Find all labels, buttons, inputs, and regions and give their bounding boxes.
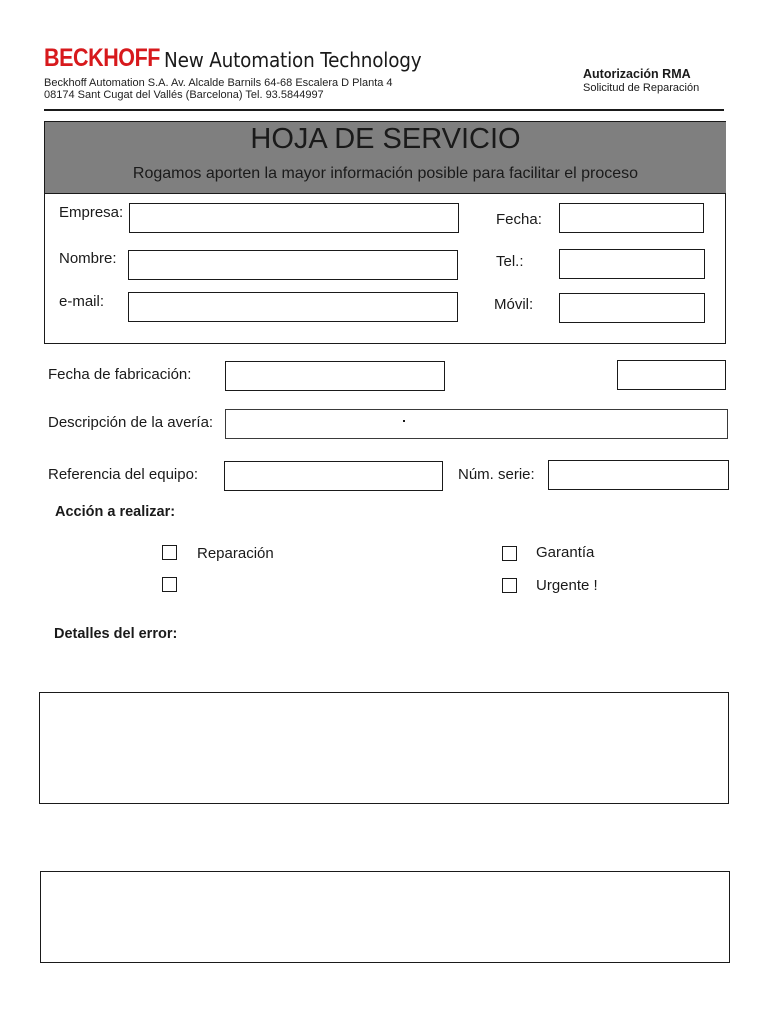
fecha-label: Fecha: <box>496 211 542 228</box>
garantia-label: Garantía <box>536 544 595 561</box>
empresa-field[interactable] <box>129 203 459 233</box>
num-serie-label: Núm. serie: <box>458 466 535 483</box>
extra-field[interactable] <box>617 360 726 390</box>
stray-dot <box>403 420 405 422</box>
movil-label: Móvil: <box>494 296 534 313</box>
tel-field[interactable] <box>559 249 705 279</box>
brand-logo: BECKHOFF <box>44 44 161 72</box>
detalles-textarea[interactable] <box>39 692 729 804</box>
urgente-checkbox[interactable] <box>502 578 517 593</box>
unlabeled-checkbox[interactable] <box>162 577 177 592</box>
nombre-field[interactable] <box>128 250 458 280</box>
fecha-fabricacion-field[interactable] <box>225 361 445 391</box>
brand-tagline: New Automation Technology <box>164 48 422 72</box>
rma-title: Autorización RMA <box>583 67 691 81</box>
reparacion-label: Reparación <box>197 545 274 562</box>
email-label: e-mail: <box>59 293 105 310</box>
movil-field[interactable] <box>559 293 705 323</box>
header-divider <box>44 109 724 111</box>
fecha-field[interactable] <box>559 203 704 233</box>
urgente-label: Urgente ! <box>536 577 598 594</box>
address-line-2: 08174 Sant Cugat del Vallés (Barcelona) Tel. 93.5844997 <box>44 89 324 101</box>
fecha-fabricacion-label: Fecha de fabricación: <box>48 366 192 383</box>
rma-subtitle: Solicitud de Reparación <box>583 82 700 94</box>
page-title: HOJA DE SERVICIO <box>250 123 521 155</box>
accion-title: Acción a realizar: <box>55 504 176 520</box>
page-subtitle: Rogamos aporten la mayor información posible para facilitar el proceso <box>132 165 639 182</box>
detalles-title: Detalles del error: <box>54 626 178 642</box>
tel-label: Tel.: <box>496 253 524 270</box>
nombre-label: Nombre: <box>59 250 117 267</box>
email-field[interactable] <box>128 292 458 322</box>
address-line-1: Beckhoff Automation S.A. Av. Alcalde Barnils 64-68 Escalera D Planta 4 <box>44 77 393 89</box>
referencia-equipo-field[interactable] <box>224 461 443 491</box>
garantia-checkbox[interactable] <box>502 546 517 561</box>
referencia-equipo-label: Referencia del equipo: <box>48 466 199 483</box>
num-serie-field[interactable] <box>548 460 729 490</box>
reparacion-checkbox[interactable] <box>162 545 177 560</box>
notes-textarea[interactable] <box>40 871 730 963</box>
descripcion-averia-field[interactable] <box>225 409 728 439</box>
descripcion-averia-label: Descripción de la avería: <box>48 414 214 431</box>
empresa-label: Empresa: <box>59 204 124 221</box>
